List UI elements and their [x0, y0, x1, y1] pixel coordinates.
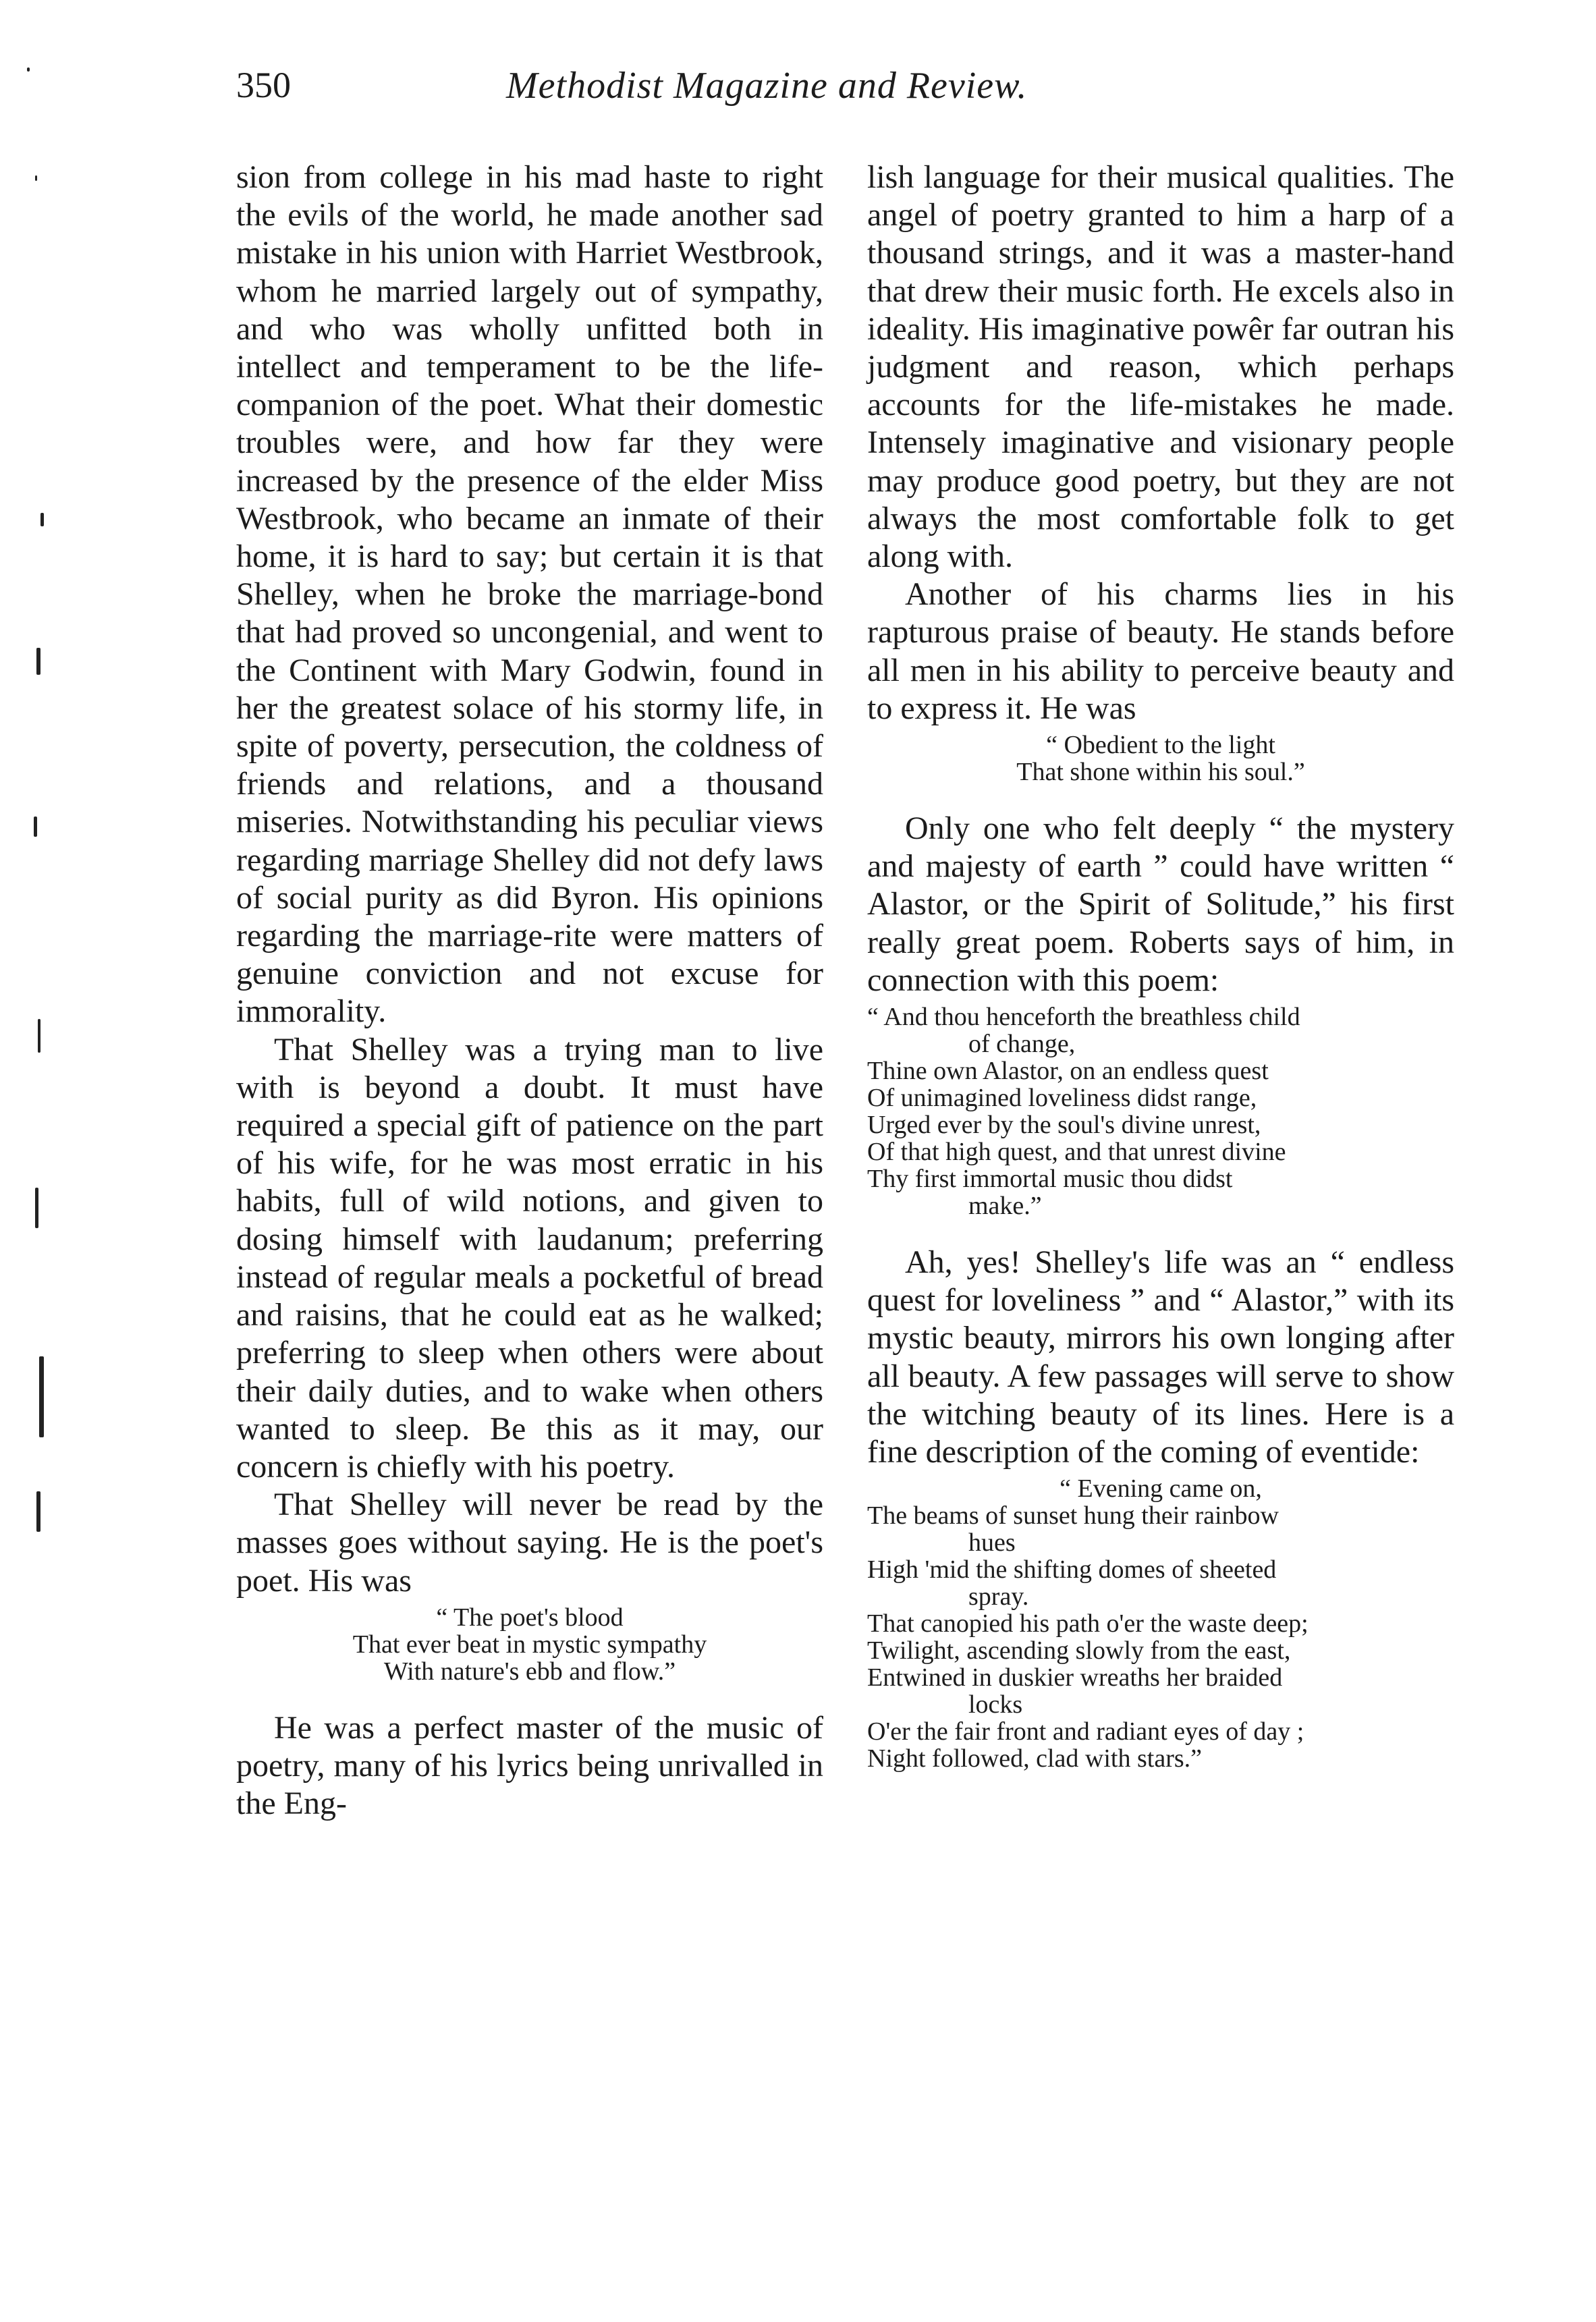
right-column [867, 159, 1454, 1796]
paragraph: That Shelley will never be read by the masses goes without saying. He is the poet's poet. His was [236, 1487, 823, 1599]
verse-line: High 'mid the shifting domes of sheeted [867, 1555, 1277, 1584]
verse-line: That canopied his path o'er the waste deep; [867, 1609, 1309, 1638]
verse-line: That ever beat in mystic sympathy [352, 1630, 707, 1659]
paragraph: Ah, yes! Shelley's life was an “ endless quest for loveliness ” and “ Alastor,” with its mystic beauty, mirrors his own longing after all beauty. A few passages will serve to show the witching beauty of its lines. Here is a fine description of the coming of eventide: [867, 1244, 1454, 1470]
verse-line: Thine own Alastor, on an endless quest [867, 1057, 1269, 1086]
page-number: 350 [236, 65, 291, 105]
scan-speck [40, 513, 44, 526]
running-title: Methodist Magazine and Review. [506, 65, 1028, 107]
verse-quote [236, 1604, 823, 1685]
scan-speck [27, 67, 30, 72]
verse-line: hues [968, 1528, 1016, 1557]
verse-line: The beams of sunset hung their rainbow [867, 1501, 1279, 1530]
verse-line: Entwined in duskier wreaths her braided [867, 1663, 1283, 1692]
verse-line: “ Obedient to the light [1046, 731, 1275, 760]
scan-speck [36, 648, 40, 675]
paragraph: Only one who felt deeply “ the mystery and majesty of earth ” could have written “ Alastor, or the Spirit of Solitude,” his first really great poem. Roberts says of him, in connection with this poem: [867, 810, 1454, 998]
paragraph: sion from college in his mad haste to right the evils of the world, he made another sad mistake in his union with Harriet Westbrook, whom he married largely out of sympathy, and who was wholly unfitted both in intellect and temperament to be the life-companion of the poet. What their domestic troubles were, and how far they were increased by the presence of the elder Miss Westbrook, who became an inmate of their home, it is hard to say; but certain it is that Shelley, when he broke the marriage-bond that had proved so uncongenial, and went to the Continent with Mary Godwin, found in her the greatest solace of his stormy life, in spite of poverty, persecution, the coldness of friends and relations, and a thousand miseries. Notwithstanding his peculiar views regarding marriage Shelley did not defy laws of social purity as did Byron. His opinions regarding the marriage-rite were matters of genuine conviction and not excuse for immorality. [236, 159, 823, 1030]
verse-line: spray. [968, 1582, 1029, 1611]
verse-quote [867, 1003, 1454, 1219]
verse-line: Twilight, ascending slowly from the east, [867, 1636, 1291, 1665]
verse-line: Of unimagined loveliness didst range, [867, 1084, 1257, 1113]
verse-line: Night followed, clad with stars.” [867, 1744, 1203, 1773]
verse-quote [867, 1475, 1454, 1772]
left-column [236, 159, 823, 1823]
paragraph: lish language for their musical qualities. The angel of poetry granted to him a harp of a thousand strings, and it was a master-hand that drew their music forth. He excels also in ideality. His imaginative powêr far outran his judgment and reason, which perhaps accounts for the life-mistakes he made. Intensely imaginative and visionary people may produce good poetry, but they are not always the most comfortable folk to get along with. [867, 159, 1454, 575]
scan-speck [39, 1356, 44, 1437]
paragraph: That Shelley was a trying man to live with is beyond a doubt. It must have required a special gift of patience on the part of his wife, for he was most erratic in his habits, full of wild notions, and given to dosing himself with laudanum; preferring instead of regular meals a pocketful of bread and raisins, that he could eat as he walked; preferring to sleep when others were about their daily duties, and to wake when others wanted to sleep. Be this as it may, our concern is chiefly with his poetry. [236, 1031, 823, 1485]
scan-speck [38, 1019, 40, 1053]
scan-edge-marks [20, 40, 61, 1660]
verse-line: make.” [968, 1192, 1042, 1221]
page-header [236, 64, 1181, 118]
scan-speck [35, 175, 37, 181]
scan-speck [35, 1188, 38, 1228]
verse-line: “ And thou henceforth the breathless child [867, 1003, 1300, 1032]
verse-line: Urged ever by the soul's divine unrest, [867, 1111, 1261, 1140]
verse-line: O'er the fair front and radiant eyes of day ; [867, 1717, 1304, 1746]
verse-line: locks [968, 1690, 1023, 1719]
verse-line: With nature's ebb and flow.” [383, 1657, 676, 1686]
verse-line: “ Evening came on, [1060, 1474, 1262, 1503]
verse-line: “ The poet's blood [436, 1603, 624, 1632]
verse-quote [867, 731, 1454, 785]
verse-line: Of that high quest, and that unrest divine [867, 1138, 1286, 1167]
paragraph: He was a perfect master of the music of poetry, many of his lyrics being unrivalled in the Eng- [236, 1709, 823, 1822]
verse-line: That shone within his soul.” [1016, 758, 1305, 787]
scan-speck [36, 1491, 40, 1532]
scan-speck [34, 817, 37, 837]
verse-line: Thy first immortal music thou didst [867, 1165, 1233, 1194]
paragraph: Another of his charms lies in his rapturous praise of beauty. He stands before all men in his ability to perceive beauty and to express it. He was [867, 576, 1454, 726]
verse-line: of change, [968, 1030, 1076, 1059]
